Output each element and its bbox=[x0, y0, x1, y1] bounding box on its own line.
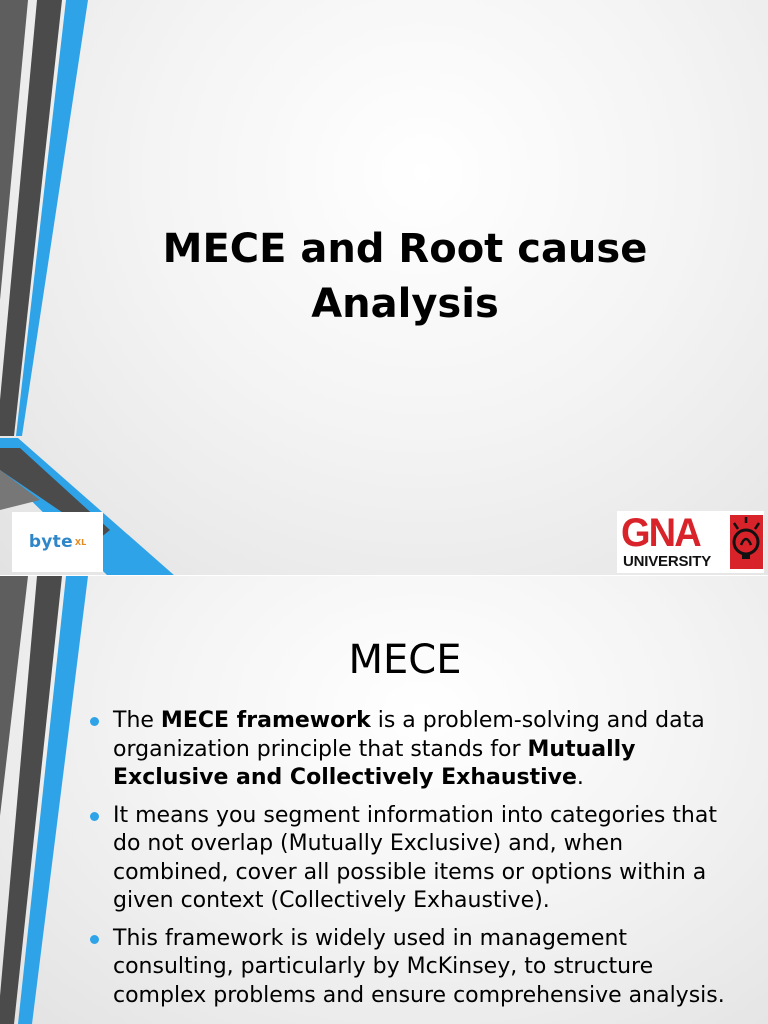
bullet-icon bbox=[90, 935, 99, 944]
bullet-text: It means you segment information into categories that do not overlap (Mutually Exclusive) and, when combined, cover all possible items or options within a given context (Collectively Exhaustive). bbox=[113, 802, 717, 913]
bullet-text-post: . bbox=[576, 765, 584, 790]
bullet-text-bold: MECE framework bbox=[160, 708, 371, 733]
bytexl-logo-sup: XL bbox=[74, 537, 87, 547]
bullet-item bbox=[88, 802, 728, 916]
gna-logo-name: GNA bbox=[621, 511, 700, 555]
bytexl-logo bbox=[12, 512, 103, 572]
bullet-list bbox=[88, 707, 728, 1019]
slide-title: MECE bbox=[348, 637, 462, 683]
bullet-text: This framework is widely used in management consulting, particularly by McKinsey, to structure complex problems and ensure comprehensive analysis. bbox=[113, 925, 725, 1008]
bullet-text-mid: is a problem-solving and data organization principle that stands for bbox=[113, 708, 705, 762]
gna-logo-subtitle: UNIVERSITY bbox=[623, 553, 712, 570]
bytexl-logo-word: byte bbox=[28, 532, 73, 552]
bullet-item bbox=[88, 925, 728, 1011]
bullet-item bbox=[88, 707, 728, 793]
gna-university-logo bbox=[617, 511, 764, 573]
bullet-text-pre: The bbox=[113, 708, 161, 733]
bullet-icon bbox=[90, 812, 99, 821]
gna-bulb-icon bbox=[730, 515, 763, 569]
bullet-text-bold: Mutually Exclusive and Collectively Exhaustive bbox=[113, 736, 636, 790]
bullet-icon bbox=[90, 717, 99, 726]
slide-title: MECE and Root cause Analysis bbox=[162, 226, 648, 327]
content-slide bbox=[0, 576, 768, 1024]
